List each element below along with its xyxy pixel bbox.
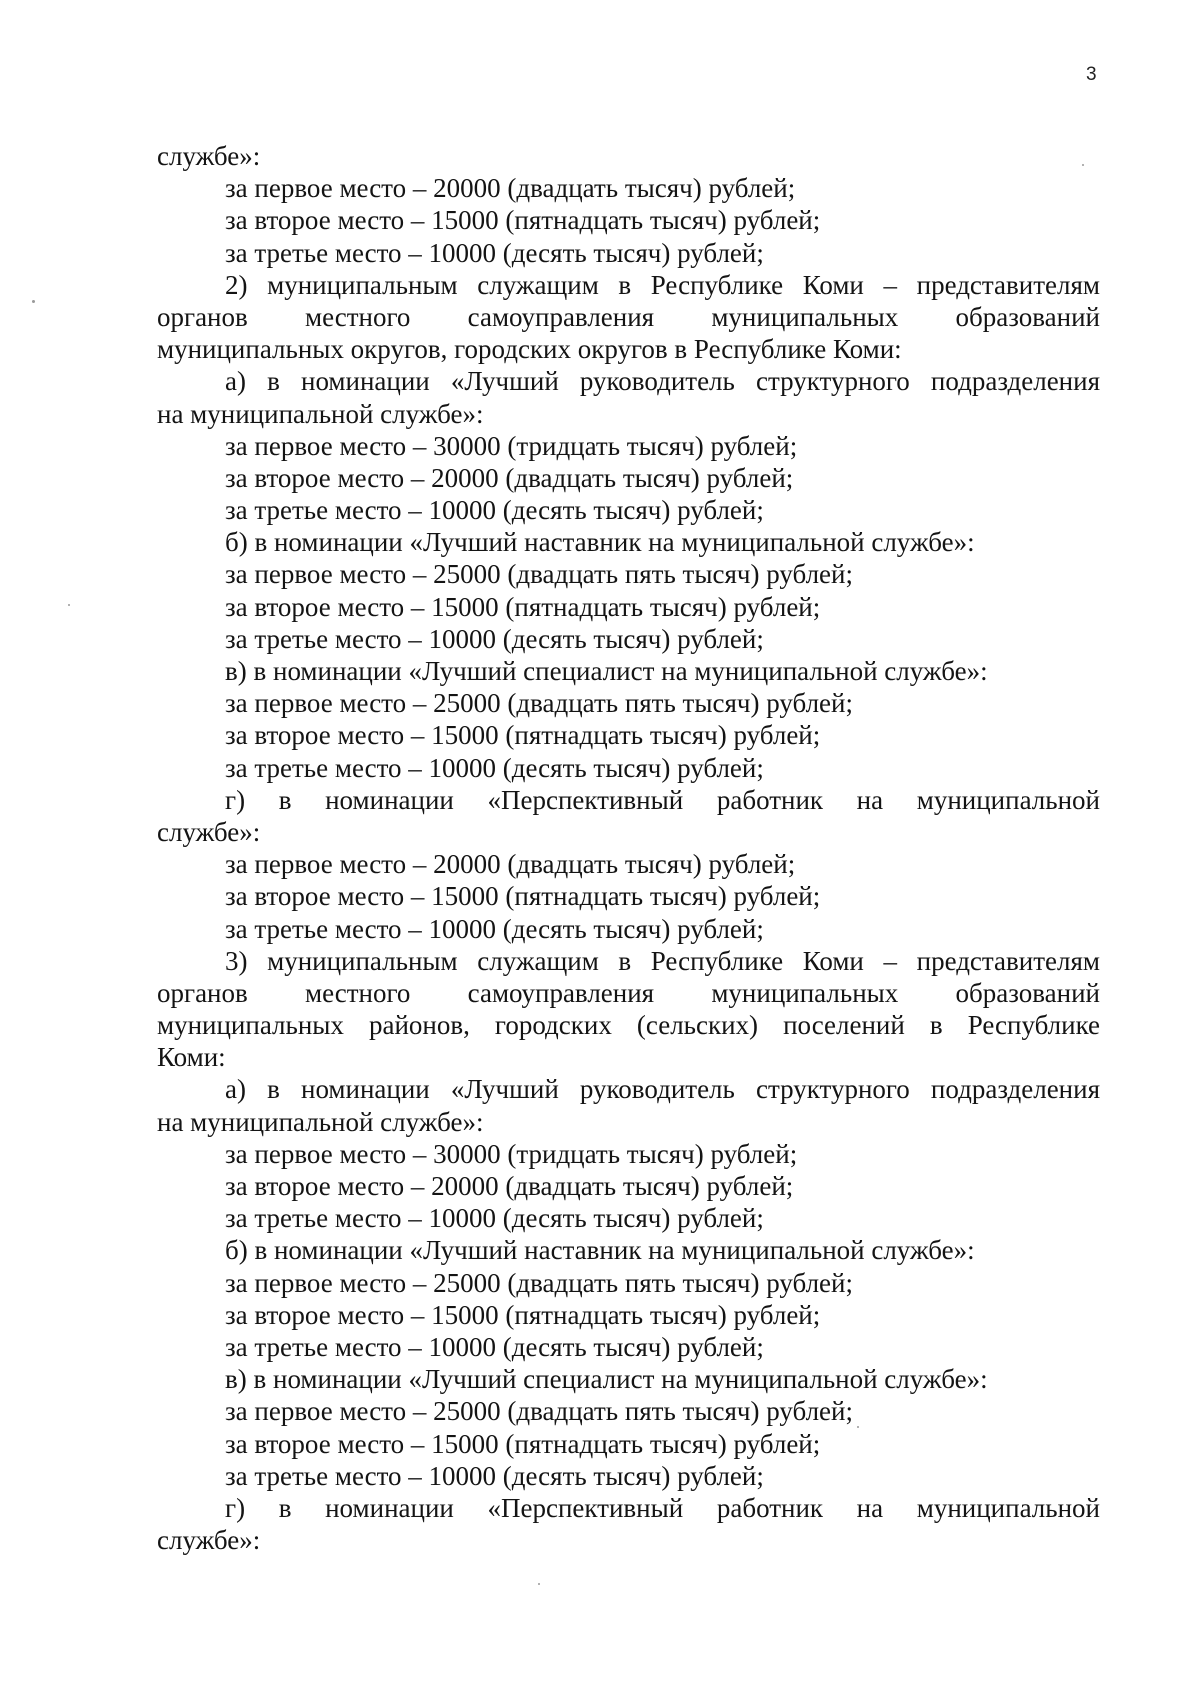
text-line: за второе место – 15000 (пятнадцать тысяч) рублей; <box>225 1428 821 1459</box>
text-line: за второе место – 15000 (пятнадцать тысяч) рублей; <box>225 881 821 912</box>
text-line: службе»: <box>157 1525 261 1556</box>
text-line: за второе место – 15000 (пятнадцать тысяч) рублей; <box>225 591 821 622</box>
scan-speck <box>68 604 70 606</box>
text-line: за третье место – 10000 (десять тысяч) рублей; <box>225 623 764 654</box>
text-line: за первое место – 25000 (двадцать пять тысяч) рублей; <box>225 559 853 590</box>
scan-speck <box>538 1583 540 1585</box>
text-line: а) в номинации «Лучший руководитель структурного подразделения <box>225 1074 1100 1105</box>
text-line: службе»: <box>157 141 261 171</box>
text-line: г) в номинации «Перспективный работник на муниципальной <box>225 784 1100 815</box>
text-line: за второе место – 15000 (пятнадцать тысяч) рублей; <box>225 205 821 236</box>
scan-speck <box>857 1426 859 1428</box>
text-line: за третье место – 10000 (десять тысяч) рублей; <box>225 913 764 944</box>
text-line: за третье место – 10000 (десять тысяч) рублей; <box>225 1331 764 1362</box>
text-line: 3) муниципальным служащим в Республике Коми – представителям <box>225 945 1100 976</box>
text-line: на муниципальной службе»: <box>157 1106 484 1137</box>
text-line: а) в номинации «Лучший руководитель структурного подразделения <box>225 366 1100 397</box>
text-line: на муниципальной службе»: <box>157 398 484 429</box>
text-line: за третье место – 10000 (десять тысяч) рублей; <box>225 237 764 268</box>
text-line: за первое место – 30000 (тридцать тысяч) рублей; <box>225 430 798 461</box>
text-line: за третье место – 10000 (десять тысяч) рублей; <box>225 495 764 526</box>
text-line: б) в номинации «Лучший наставник на муниципальной службе»: <box>225 1235 975 1266</box>
text-line: за второе место – 20000 (двадцать тысяч) рублей; <box>225 462 794 493</box>
scan-speck <box>32 300 35 303</box>
text-line: за третье место – 10000 (десять тысяч) рублей; <box>225 752 764 783</box>
text-line: за второе место – 15000 (пятнадцать тысяч) рублей; <box>225 1299 821 1330</box>
text-line: за первое место – 25000 (двадцать пять тысяч) рублей; <box>225 688 853 719</box>
text-line: за третье место – 10000 (десять тысяч) рублей; <box>225 1203 764 1234</box>
text-line: в) в номинации «Лучший специалист на муниципальной службе»: <box>225 656 988 686</box>
text-line: службе»: <box>157 816 261 847</box>
text-line: за первое место – 25000 (двадцать пять тысяч) рублей; <box>225 1267 853 1298</box>
text-line: за третье место – 10000 (десять тысяч) рублей; <box>225 1460 764 1491</box>
text-line: за первое место – 25000 (двадцать пять тысяч) рублей; <box>225 1396 853 1427</box>
text-line: за первое место – 20000 (двадцать тысяч) рублей; <box>225 849 796 880</box>
text-line: за первое место – 30000 (тридцать тысяч) рублей; <box>225 1138 798 1169</box>
text-line: Коми: <box>157 1042 226 1073</box>
text-line: органов местного самоуправления муниципальных образований <box>157 977 1100 1008</box>
text-line: 2) муниципальным служащим в Республике Коми – представителям <box>225 269 1100 300</box>
text-line: за второе место – 20000 (двадцать тысяч) рублей; <box>225 1171 794 1201</box>
scan-speck <box>1082 164 1084 166</box>
text-line: г) в номинации «Перспективный работник на муниципальной <box>225 1492 1100 1523</box>
text-line: органов местного самоуправления муниципальных образований <box>157 301 1100 332</box>
text-line: муниципальных районов, городских (сельских) поселений в Республике <box>157 1010 1100 1041</box>
text-line: в) в номинации «Лучший специалист на муниципальной службе»: <box>225 1364 988 1395</box>
text-line: б) в номинации «Лучший наставник на муниципальной службе»: <box>225 527 975 558</box>
page-number: 3 <box>1086 64 1097 85</box>
text-line: муниципальных округов, городских округов в Республике Коми: <box>157 334 902 365</box>
document-body <box>157 140 1100 1556</box>
text-line: за второе место – 15000 (пятнадцать тысяч) рублей; <box>225 720 821 751</box>
text-line: за первое место – 20000 (двадцать тысяч) рублей; <box>225 173 796 204</box>
